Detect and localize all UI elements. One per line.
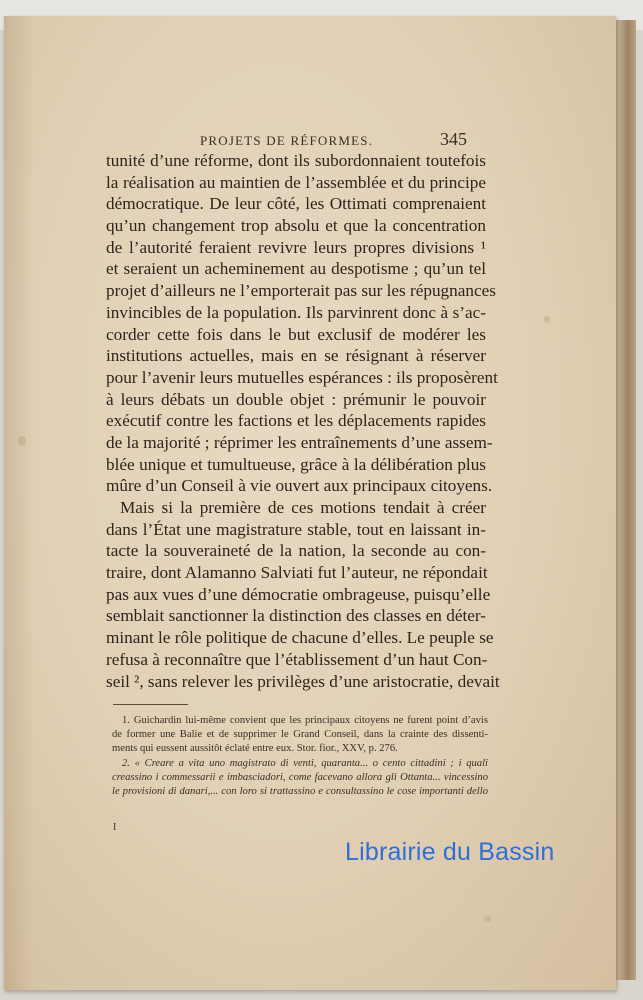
text-line: et seraient un acheminement au despotisme ; qu’un tel [106, 259, 486, 279]
text-line: pour l’avenir leurs mutuelles espérances : ils proposèrent [106, 367, 498, 387]
text-line: minant le rôle politique de chacune d’elles. Le peuple se [106, 628, 494, 648]
page-number: 345 [440, 129, 467, 149]
text-line: traire, dont Alamanno Salviati fut l’auteur, ne répondait [106, 563, 488, 583]
footnote-line: 1. Guichardin lui-même convient que les principaux citoyens ne furent point d’avis [122, 715, 488, 726]
text-line: semblait sanctionner la distinction des classes en déter- [106, 606, 486, 626]
footnote-rule [113, 704, 188, 705]
text-line: qu’un changement trop absolu et que la concentration [106, 216, 486, 236]
text-line: dans l’État une magistrature stable, tout en laissant in- [106, 519, 486, 539]
watermark: Librairie du Bassin [345, 838, 555, 866]
text-line: exécutif contre les factions et les déplacements rapides [106, 411, 486, 431]
foxing-spot [18, 436, 26, 446]
text-line: invincibles de la population. Ils parvinrent donc à s’ac- [106, 302, 486, 322]
footnote-line: ments qui eussent aussitôt éclaté entre eux. Stor. fior., XXV, p. 276. [112, 743, 398, 755]
running-head: PROJETS DE RÉFORMES. [200, 133, 374, 148]
footnotes [112, 714, 488, 799]
text-line: tacte la souveraineté de la nation, la seconde au con- [106, 541, 486, 561]
footnote-line: le provisioni di danari,... con loro si trattassino e consultassino le cose importanti dello [112, 785, 488, 797]
foxing-spot [544, 316, 550, 323]
text-line: la réalisation au maintien de l’assemblée et du principe [106, 172, 486, 192]
text-line: blée unique et tumultueuse, grâce à la délibération plus [106, 454, 486, 474]
footnote-line: creassino i commessarii e imbasciadori, come facevano allora gli Ottanta... vincessino [112, 771, 488, 783]
footnote-line: 2. « Creare a vita uno magistrato di venti, quaranta... o cento cittadini ; i quali [122, 757, 488, 769]
text-line: refusa à reconnaître que l’établissement d’un haut Con- [106, 649, 488, 669]
text-line: pas aux vues d’une démocratie ombrageuse, puisqu’elle [106, 584, 491, 604]
text-line: projet d’ailleurs ne l’emporterait pas sur les répugnances [106, 281, 496, 301]
text-line: Mais si la première de ces motions tendait à créer [120, 498, 486, 517]
text-line: mûre d’un Conseil à vie ouvert aux principaux citoyens. [106, 476, 493, 496]
foxing-spot [484, 916, 491, 922]
text-line: seil ², sans relever les privilèges d’une aristocratie, devait [106, 671, 500, 691]
signature-mark: I [113, 822, 117, 833]
text-line: démocratique. De leur côté, les Ottimati comprenaient [106, 194, 486, 214]
text-line: de l’autorité feraient revivre leurs propres divisions ¹ [106, 237, 486, 257]
text-line: corder cette fois dans le but exclusif de modérer les [106, 324, 486, 344]
text-line: de la majorité ; réprimer les entraînements d’une assem- [106, 432, 493, 452]
text-line: tunité d’une réforme, dont ils subordonnaient toutefois [106, 151, 486, 170]
footnote-line: de former une Balie et de supprimer le Grand Conseil, dans la crainte des dissenti- [112, 729, 488, 741]
text-line: à leurs débats un double objet : prémunir le pouvoir [106, 389, 486, 409]
text-line: institutions actuelles, mais en se résignant à réserver [106, 346, 486, 366]
body-text [106, 150, 500, 692]
